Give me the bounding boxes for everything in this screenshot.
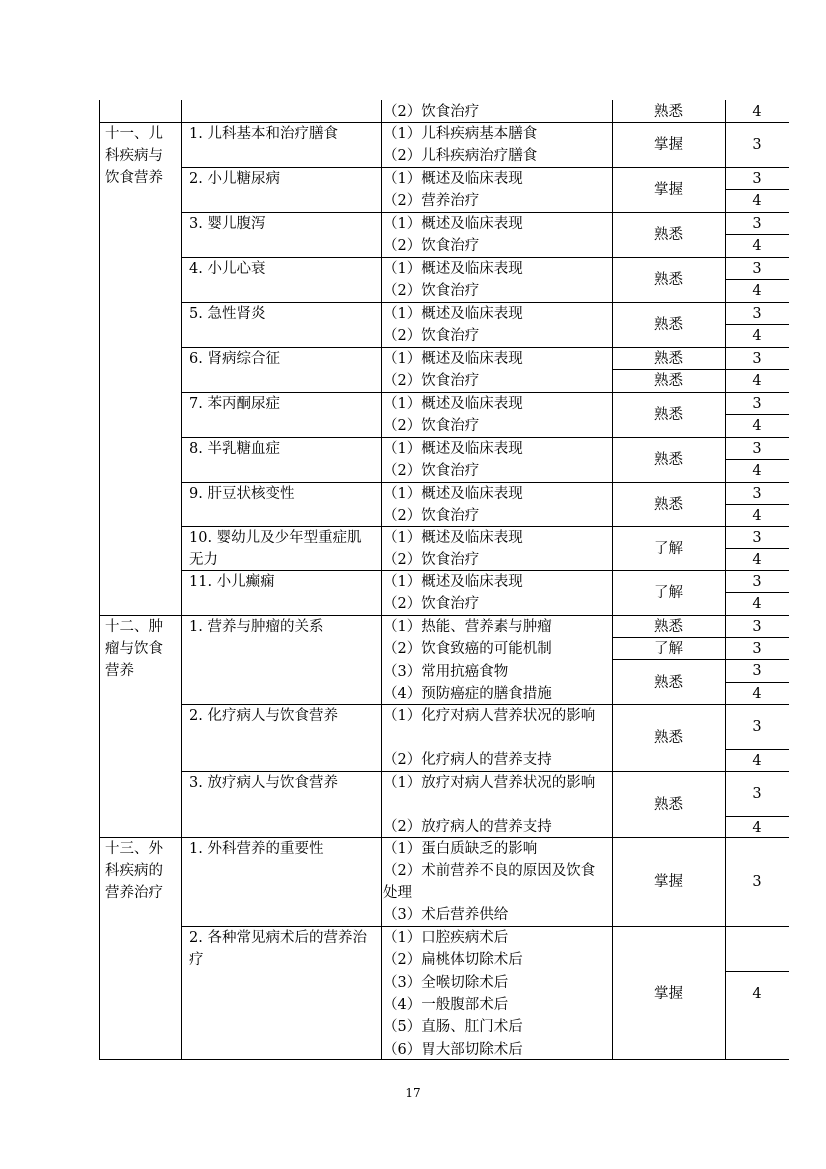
syllabus-table [99, 100, 789, 1060]
item-r11-9: 10. 婴幼儿及少年型重症肌无力 [189, 530, 362, 568]
point-r0-0-0: （2）饮食治疗 [383, 104, 480, 120]
point-r13-1-5: （6）胃大部切除术后 [383, 1041, 523, 1058]
point-r11-8-0: （1）概述及临床表现 [383, 486, 523, 502]
point-r12-0-3: （4）预防癌症的膳食措施 [383, 685, 552, 702]
point-r11-1-0: （1）概述及临床表现 [383, 171, 523, 187]
point-r11-5-0: （1）概述及临床表现 [383, 351, 523, 367]
point-r11-3-1: （2）饮食治疗 [383, 283, 480, 300]
level-r11-0-0: 3 [752, 137, 762, 153]
item-r12-0: 1. 营养与肿瘤的关系 [189, 619, 324, 635]
requirement-r13-1-0: 掌握 [654, 986, 683, 1002]
level-r12-0-1: 3 [752, 641, 762, 657]
point-r11-1-1: （2）营养治疗 [383, 193, 480, 210]
level-r13-1-0: 4 [752, 986, 762, 1002]
requirement-r0-0-0: 熟悉 [654, 104, 683, 120]
point-r13-0-0: （1）蛋白质缺乏的影响 [383, 841, 538, 857]
item-r13-1: 2. 各种常见病术后的营养治疗 [189, 930, 367, 968]
item-r11-10: 11. 小儿癫痫 [189, 574, 275, 590]
point-r11-0-0: （1）儿科疾病基本膳食 [383, 126, 538, 142]
requirement-r11-7-0: 熟悉 [654, 452, 683, 468]
point-r11-4-0: （1）概述及临床表现 [383, 306, 523, 322]
requirement-r12-0-0: 熟悉 [654, 619, 683, 635]
item-r12-2: 3. 放疗病人与饮食营养 [189, 775, 338, 791]
point-r11-10-0: （1）概述及临床表现 [383, 574, 523, 590]
topic-r11: 十一、儿科疾病与饮食营养 [105, 126, 163, 186]
page-number: 17 [405, 1086, 421, 1100]
point-r11-5-1: （2）饮食治疗 [383, 373, 480, 390]
point-r13-1-0: （1）口腔疾病术后 [383, 930, 509, 946]
point-r12-1-1: （2）化疗病人的营养支持 [383, 752, 552, 768]
point-r11-9-1: （2）饮食治疗 [383, 552, 480, 569]
item-r11-6: 7. 苯丙酮尿症 [189, 396, 280, 412]
point-r12-2-1: （2）放疗病人的营养支持 [383, 819, 552, 835]
point-r11-7-1: （2）饮食治疗 [383, 463, 480, 480]
point-r11-6-0: （1）概述及临床表现 [383, 396, 523, 412]
point-r13-1-4: （5）直肠、肛门术后 [383, 1019, 523, 1036]
point-r13-1-1: （2）扁桃体切除术后 [383, 952, 523, 969]
point-r12-1-0: （1）化疗对病人营养状况的影响 [383, 708, 596, 724]
requirement-r11-6-0: 熟悉 [654, 407, 683, 423]
requirement-r12-0-2: 熟悉 [654, 675, 683, 691]
level-r11-7-1: 4 [752, 463, 762, 479]
requirement-r11-5-1: 熟悉 [654, 373, 683, 389]
requirement-r11-5-0: 熟悉 [654, 351, 683, 367]
level-r11-4-1: 4 [752, 328, 762, 344]
level-r11-9-0: 3 [752, 530, 762, 546]
requirement-r11-1-0: 掌握 [654, 182, 683, 198]
item-r11-5: 6. 肾病综合征 [189, 351, 280, 367]
point-r11-2-1: （2）饮食治疗 [383, 238, 480, 255]
point-r13-1-3: （4）一般腹部术后 [383, 996, 509, 1013]
topic-r13: 十三、外科疾病的营养治疗 [105, 841, 163, 901]
level-r11-3-1: 4 [752, 283, 762, 299]
requirement-r12-0-1: 了解 [654, 641, 683, 657]
requirement-r11-10-0: 了解 [654, 585, 683, 601]
point-r13-0-1: （2）术前营养不良的原因及饮食处理 [383, 863, 596, 902]
item-r12-1: 2. 化疗病人与饮食营养 [189, 708, 338, 724]
level-r11-3-0: 3 [752, 261, 762, 277]
level-r11-8-1: 4 [752, 508, 762, 524]
item-r11-4: 5. 急性肾炎 [189, 306, 266, 322]
point-r12-0-0: （1）热能、营养素与肿瘤 [383, 619, 552, 635]
item-r11-2: 3. 婴儿腹泻 [189, 216, 266, 232]
level-r11-5-0: 3 [752, 351, 762, 367]
level-r11-9-1: 4 [752, 552, 762, 568]
level-r12-0-2: 3 [752, 663, 762, 679]
level-r12-1-0: 3 [752, 719, 762, 735]
requirement-r11-4-0: 熟悉 [654, 317, 683, 333]
item-r11-1: 2. 小儿糖尿病 [189, 171, 280, 187]
level-r12-0-0: 3 [752, 619, 762, 635]
level-r11-10-1: 4 [752, 596, 762, 612]
level-r11-2-1: 4 [752, 238, 762, 254]
level-r12-1-1: 4 [752, 753, 762, 769]
point-r11-3-0: （1）概述及临床表现 [383, 261, 523, 277]
item-r11-0: 1. 儿科基本和治疗膳食 [189, 126, 338, 142]
level-r11-4-0: 3 [752, 306, 762, 322]
point-r11-9-0: （1）概述及临床表现 [383, 530, 523, 546]
requirement-r12-1-0: 熟悉 [654, 730, 683, 746]
point-r12-2-0: （1）放疗对病人营养状况的影响 [383, 775, 596, 791]
level-r11-6-1: 4 [752, 418, 762, 434]
point-r11-10-1: （2）饮食治疗 [383, 596, 480, 613]
level-r11-5-1: 4 [752, 373, 762, 389]
level-r11-6-0: 3 [752, 396, 762, 412]
requirement-r12-2-0: 熟悉 [654, 797, 683, 813]
point-r11-6-1: （2）饮食治疗 [383, 418, 480, 435]
point-r11-2-0: （1）概述及临床表现 [383, 216, 523, 232]
level-r11-8-0: 3 [752, 486, 762, 502]
level-r11-1-0: 3 [752, 171, 762, 187]
level-r11-7-0: 3 [752, 441, 762, 457]
point-r11-0-1: （2）儿科疾病治疗膳食 [383, 148, 538, 165]
point-r12-0-1: （2）饮食致癌的可能机制 [383, 641, 552, 658]
item-r13-0: 1. 外科营养的重要性 [189, 841, 324, 857]
level-r0-0-0: 4 [752, 104, 762, 120]
level-r12-2-0: 3 [752, 786, 762, 802]
level-r13-0-0: 3 [752, 874, 762, 890]
level-r11-10-0: 3 [752, 574, 762, 590]
point-r13-0-2: （3）术后营养供给 [383, 907, 509, 924]
requirement-r13-0-0: 掌握 [654, 874, 683, 890]
item-r11-7: 8. 半乳糖血症 [189, 441, 280, 457]
point-r11-7-0: （1）概述及临床表现 [383, 441, 523, 457]
point-r11-4-1: （2）饮食治疗 [383, 328, 480, 345]
requirement-r11-3-0: 熟悉 [654, 272, 683, 288]
requirement-r11-9-0: 了解 [654, 541, 683, 557]
requirement-r11-0-0: 掌握 [654, 137, 683, 153]
item-r11-3: 4. 小儿心衰 [189, 261, 266, 277]
topic-r12: 十二、肿瘤与饮食营养 [105, 619, 163, 679]
level-r11-1-1: 4 [752, 193, 762, 209]
item-r11-8: 9. 肝豆状核变性 [189, 486, 295, 502]
point-r13-1-2: （3）全喉切除术后 [383, 974, 509, 991]
point-r12-0-2: （3）常用抗癌食物 [383, 663, 509, 680]
requirement-r11-8-0: 熟悉 [654, 497, 683, 513]
level-r12-2-1: 4 [752, 820, 762, 836]
level-r11-2-0: 3 [752, 216, 762, 232]
requirement-r11-2-0: 熟悉 [654, 227, 683, 243]
level-r12-0-3: 4 [752, 686, 762, 702]
point-r11-8-1: （2）饮食治疗 [383, 508, 480, 525]
